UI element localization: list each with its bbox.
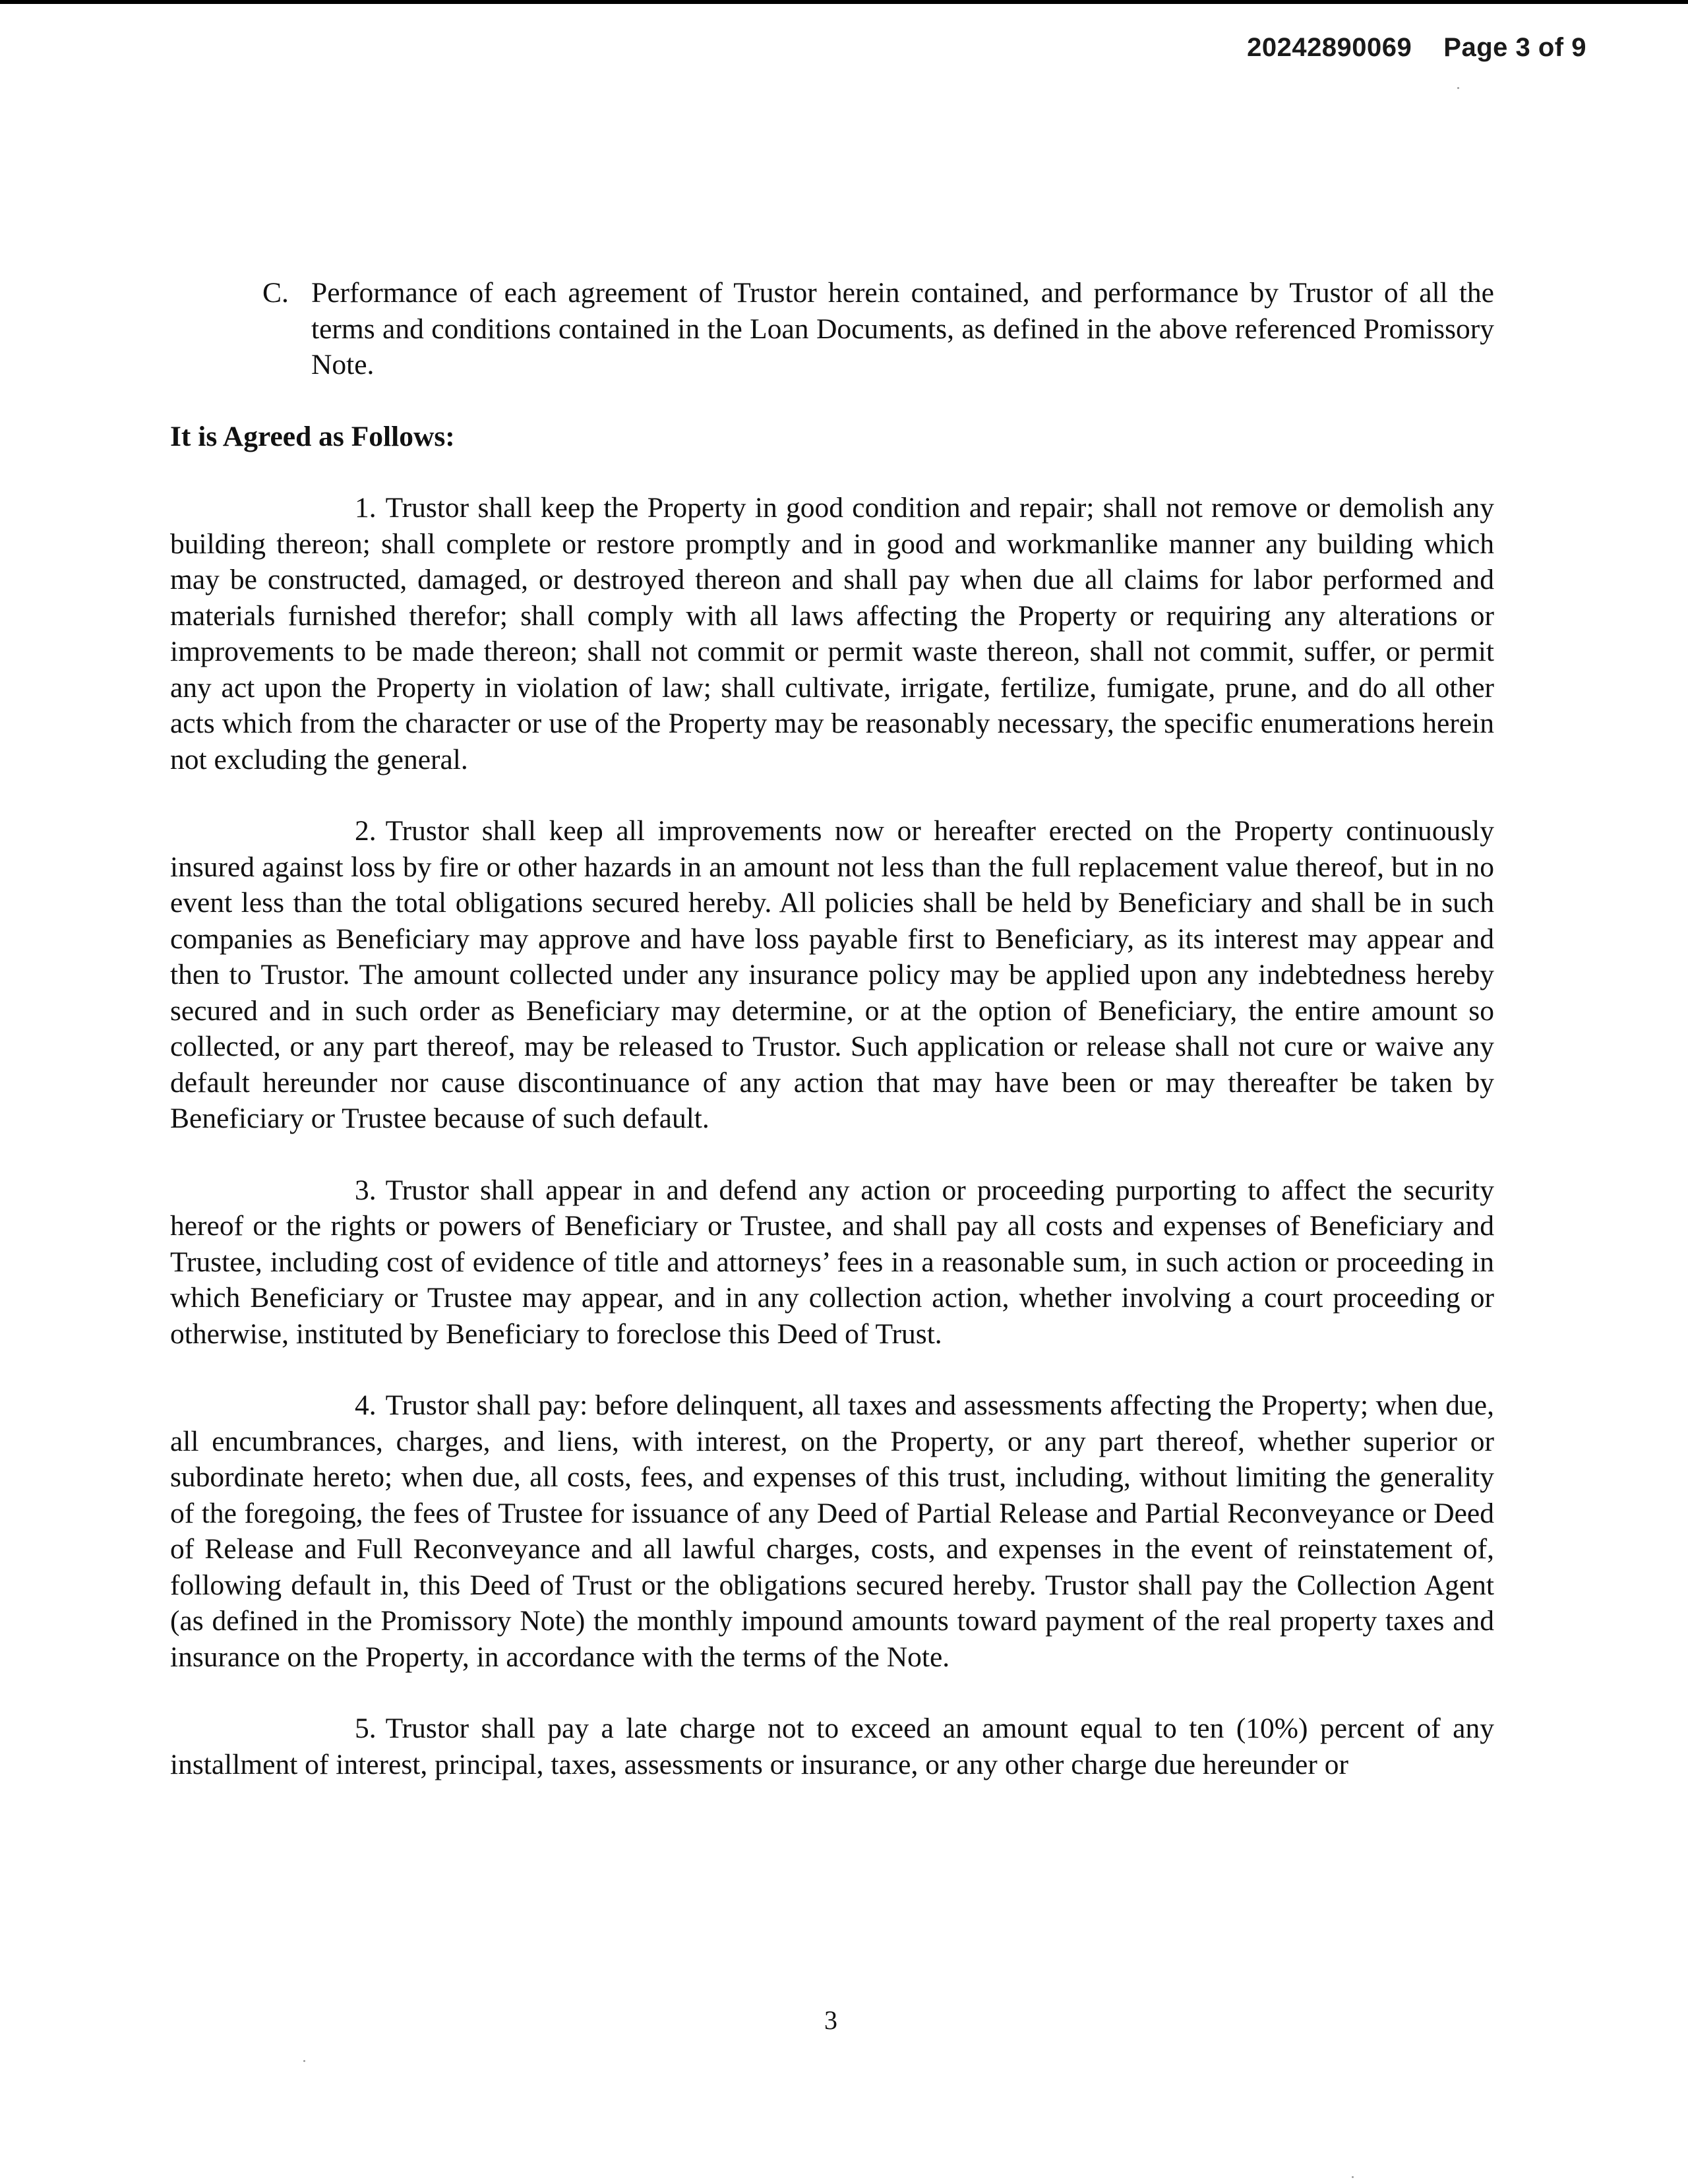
paragraph-text: Trustor shall pay a late charge not to exceed an amount equal to ten (10%) percent of any installment of interest, principal, taxes, assessments or insurance, or any other charge due hereunder or [170, 1713, 1494, 1780]
list-item-c [262, 275, 1494, 383]
scan-speck [1457, 87, 1459, 89]
page-label: Page 3 of 9 [1443, 33, 1586, 62]
paragraph-5 [170, 1711, 1494, 1782]
paragraph-number: 4. [355, 1389, 377, 1421]
scan-speck [303, 2060, 305, 2062]
paragraph-1 [170, 490, 1494, 777]
paragraph-3 [170, 1172, 1494, 1352]
list-item-letter: C. [262, 277, 289, 309]
list-item-text: Performance of each agreement of Trustor herein contained, and performance by Trustor of all the terms and conditions contained in the Loan Documents, as defined in the above referenced Promissory Note. [311, 277, 1494, 380]
paragraph-text: Trustor shall appear in and defend any action or proceeding purporting to affect the security hereof or the rights or powers of Beneficiary or Trustee, and shall pay all costs and expenses of Beneficiary and Trustee, including cost of evidence of title and attorneys’ fees in a reasonable sum, in such action or proceeding in which Beneficiary or Trustee may appear, and in any collection action, whether involving a court proceeding or otherwise, instituted by Beneficiary to foreclose this Deed of Trust. [170, 1174, 1494, 1350]
paragraph-number: 2. [355, 815, 377, 847]
paragraph-4 [170, 1387, 1494, 1675]
paragraph-text: Trustor shall keep the Property in good condition and repair; shall not remove or demolish any building thereon; shall complete or restore promptly and in good and workmanlike manner any building which may be constructed, damaged, or destroyed thereon and shall pay when due all claims for labor performed and materials furnished therefor; shall comply with all laws affecting the Property or requiring any alterations or improvements to be made thereon; shall not commit or permit waste thereon, shall not commit, suffer, or permit any act upon the Property in violation of law; shall cultivate, irrigate, fertilize, fumigate, prune, and do all other acts which from the character or use of the Property may be reasonably necessary, the specific enumerations herein not excluding the general. [170, 492, 1494, 775]
document-number: 20242890069 [1247, 33, 1412, 62]
paragraph-number: 3. [355, 1174, 377, 1206]
page-number: 3 [824, 2005, 837, 2035]
paragraph-number: 5. [355, 1713, 377, 1744]
document-body [170, 275, 1494, 1818]
paragraph-text: Trustor shall pay: before delinquent, all taxes and assessments affecting the Property; when due, all encumbrances, charges, and liens, with interest, on the Property, or any part thereof, whether superior or subordinate hereto; when due, all costs, fees, and expenses of this trust, including, without limiting the generality of the foregoing, the fees of Trustee for issuance of any Deed of Partial Release and Partial Reconveyance or Deed of Release and Full Reconveyance and all lawful charges, costs, and expenses in the event of reinstatement of, following default in, this Deed of Trust or the obligations secured hereby. Trustor shall pay the Collection Agent (as defined in the Promissory Note) the monthly impound amounts toward payment of the real property taxes and insurance on the Property, in accordance with the terms of the Note. [170, 1389, 1494, 1673]
paragraph-number: 1. [355, 492, 377, 524]
top-scan-border [0, 0, 1688, 4]
scan-speck [1352, 2176, 1354, 2178]
paragraph-text: Trustor shall keep all improvements now or hereafter erected on the Property continuously insured against loss by fire or other hazards in an amount not less than the full replacement value thereof, but in no event less than the total obligations secured hereby. All policies shall be held by Beneficiary and shall be in such companies as Beneficiary may approve and have loss payable first to Beneficiary, as its interest may appear and then to Trustor. The amount collected under any insurance policy may be applied upon any indebtedness hereby secured and in such order as Beneficiary may determine, or at the option of Beneficiary, the entire amount so collected, or any part thereof, may be released to Trustor. Such application or release shall not cure or waive any default hereunder nor cause discontinuance of any action that may have been or may thereafter be taken by Beneficiary or Trustee because of such default. [170, 815, 1494, 1134]
section-heading: It is Agreed as Follows: [170, 420, 455, 452]
page-header [1247, 33, 1586, 63]
paragraph-2 [170, 813, 1494, 1137]
